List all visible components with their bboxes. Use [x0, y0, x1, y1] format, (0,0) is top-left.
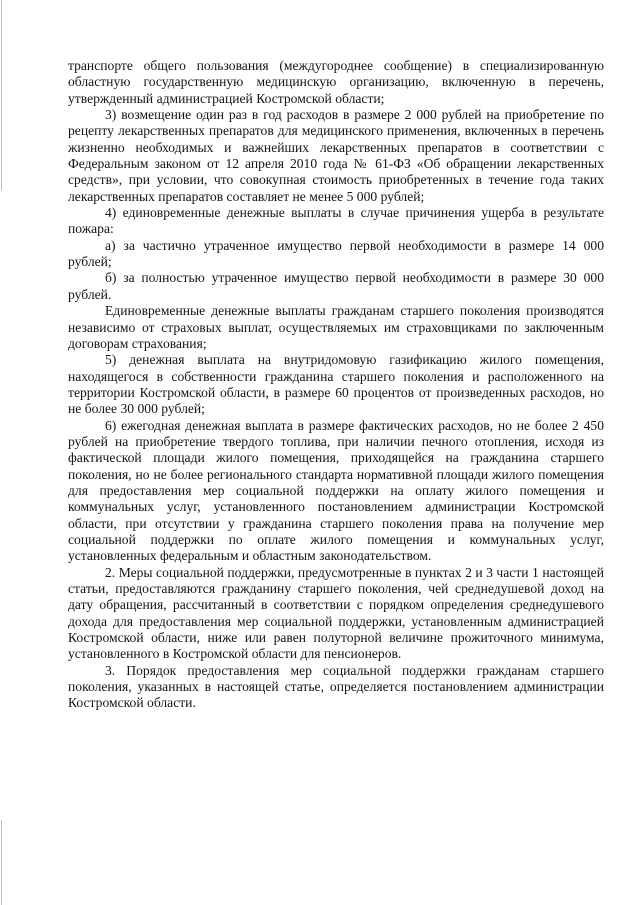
paragraph-item-5-gasification: 5) денежная выплата на внутридомовую газификацию жилого помещения, находящегося в собственности гражданина старшего поколения и расположенного на территории Костромской области, в размере 60 процентов от произведенных расходов, но не более 30 000 рублей; — [68, 352, 604, 417]
document-body — [68, 58, 604, 712]
paragraph-item-4b-full-loss: б) за полностью утраченное имущество первой необходимости в размере 30 000 рублей. — [68, 270, 604, 302]
scan-edge-mark — [1, 820, 2, 905]
scan-edge-mark — [1, 0, 2, 190]
paragraph-item-6-solid-fuel: 6) ежегодная денежная выплата в размере фактических расходов, но не более 2 450 рублей на приобретение твердого топлива, при наличии печного отопления, исходя из фактической площади жилого помещения, приходящейся на гражданина старшего поколения, но не более регионального стандарта нормативной площади жилого помещения для предоставления мер социальной поддержки на оплату жилого помещения и коммунальных услуг, установленного постановлением администрации Костромской области, при отсутствии у гражданина старшего поколения права на получение мер социальной поддержки по оплате жилого помещения и коммунальных услуг, установленных федеральным и областным законодательством. — [68, 417, 604, 564]
paragraph-clause-2-income-condition: 2. Меры социальной поддержки, предусмотренные в пунктах 2 и 3 части 1 настоящей статьи, предоставляются гражданину старшего поколения, чей среднедушевой доход на дату обращения, рассчитанный в соответствии с порядком определения среднедушевого дохода для предоставления мер социальной поддержки, установленным администрацией Костромской области, ниже или равен полуторной величине прожиточного минимума, установленного в Костромской области для пенсионеров. — [68, 564, 604, 662]
paragraph-item-4a-partial-loss: а) за частично утраченное имущество первой необходимости в размере 14 000 рублей; — [68, 237, 604, 270]
paragraph-insurance-note: Единовременные денежные выплаты гражданам старшего поколения производятся независимо от страховых выплат, осуществляемых им страховщиками по заключенным договорам страхования; — [68, 303, 604, 351]
paragraph-clause-3-procedure: 3. Порядок предоставления мер социальной поддержки гражданам старшего поколения, указанных в настоящей статье, определяется постановлением администрации Костромской области. — [68, 662, 604, 711]
paragraph-item-4-fire-payments: 4) единовременные денежные выплаты в случае причинения ущерба в результате пожара: — [68, 205, 604, 237]
paragraph-item-3-medicine-reimbursement: 3) возмещение один раз в год расходов в размере 2 000 рублей на приобретение по рецепту лекарственных препаратов для медицинского применения, включенных в перечень жизненно необходимых и важнейших лекарственных препаратов в соответствии с Федеральным законом от 12 апреля 2010 года № 61-ФЗ «Об обращении лекарственных средств», при условии, что совокупная стоимость приобретенных в течение года таких лекарственных препаратов составляет не менее 5 000 рублей; — [68, 107, 604, 204]
paragraph-continuation: транспорте общего пользования (междугороднее сообщение) в специализированную областную государственную медицинскую организацию, включенную в перечень, утвержденный администрацией Костромской области; — [68, 58, 604, 106]
